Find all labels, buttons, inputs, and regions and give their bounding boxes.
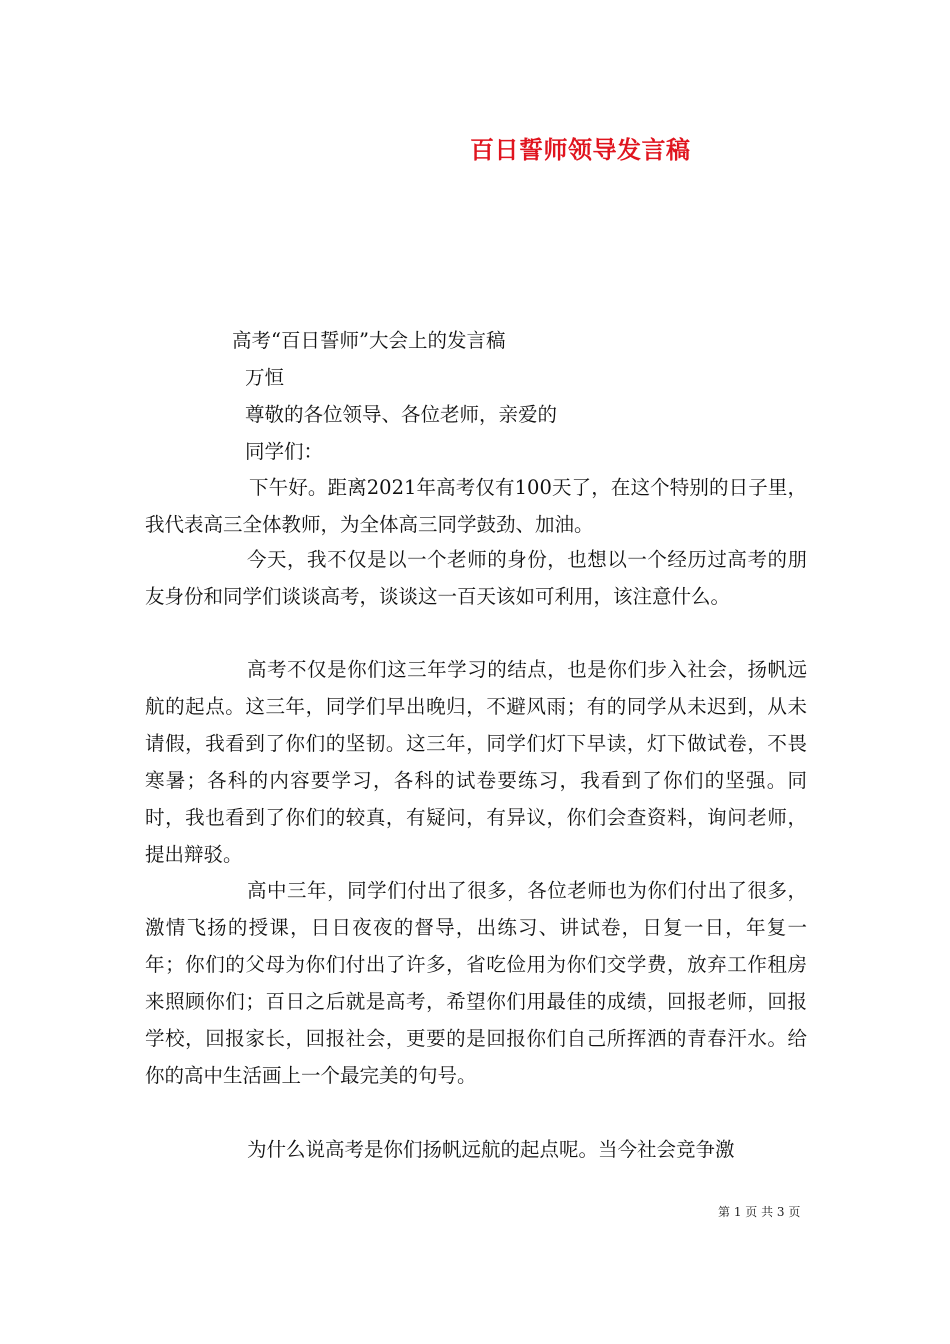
paragraph-starting-point: 为什么说高考是你们扬帆远航的起点呢。当今社会竞争激 [247, 1138, 735, 1161]
document-title: 百日誓师领导发言稿 [470, 135, 691, 164]
paragraph-three-years: 高考不仅是你们这三年学习的结点，也是你们步入社会，扬帆远航的起点。这三年，同学们早出晚归，不避风雨；有的同学从未迟到，从未请假，我看到了你们的坚韧。这三年，同学们灯下早读，灯下做试卷，不畏寒暑；各科的内容要学习，各科的试卷要练习，我看到了你们的坚强。同时，我也看到了你们的较真，有疑问，有异议，你们会查资料，询问老师，提出辩驳。 [145, 658, 807, 866]
salutation-line-2: 同学们： [245, 440, 324, 463]
paragraph-sacrifice: 高中三年，同学们付出了很多，各位老师也为你们付出了很多，激情飞扬的授课，日日夜夜的督导，出练习、讲试卷，日复一日，年复一年；你们的父母为你们付出了许多，省吃俭用为你们交学费，放弃工作租房来照顾你们；百日之后就是高考，希望你们用最佳的成绩，回报老师，回报学校，回报家长，回报社会，更要的是回报你们自己所挥洒的青春汗水。给你的高中生活画上一个最完美的句号。 [145, 879, 807, 1087]
speech-subtitle: 高考“百日誓师”大会上的发言稿 [232, 329, 506, 352]
author-name: 万恒 [245, 366, 285, 389]
paragraph-intro: 今天，我不仅是以一个老师的身份，也想以一个经历过高考的朋友身份和同学们谈谈高考，谈谈这一百天该如可利用，该注意什么。 [145, 548, 807, 608]
paragraph-greeting: 下午好。距离2021年高考仅有100天了，在这个特别的日子里，我代表高三全体教师，为全体高三同学鼓劲、加油。 [145, 476, 807, 536]
salutation-line-1: 尊敬的各位领导、各位老师，亲爱的 [245, 403, 558, 426]
page-footer: 第 1 页 共 3 页 [718, 1205, 801, 1219]
